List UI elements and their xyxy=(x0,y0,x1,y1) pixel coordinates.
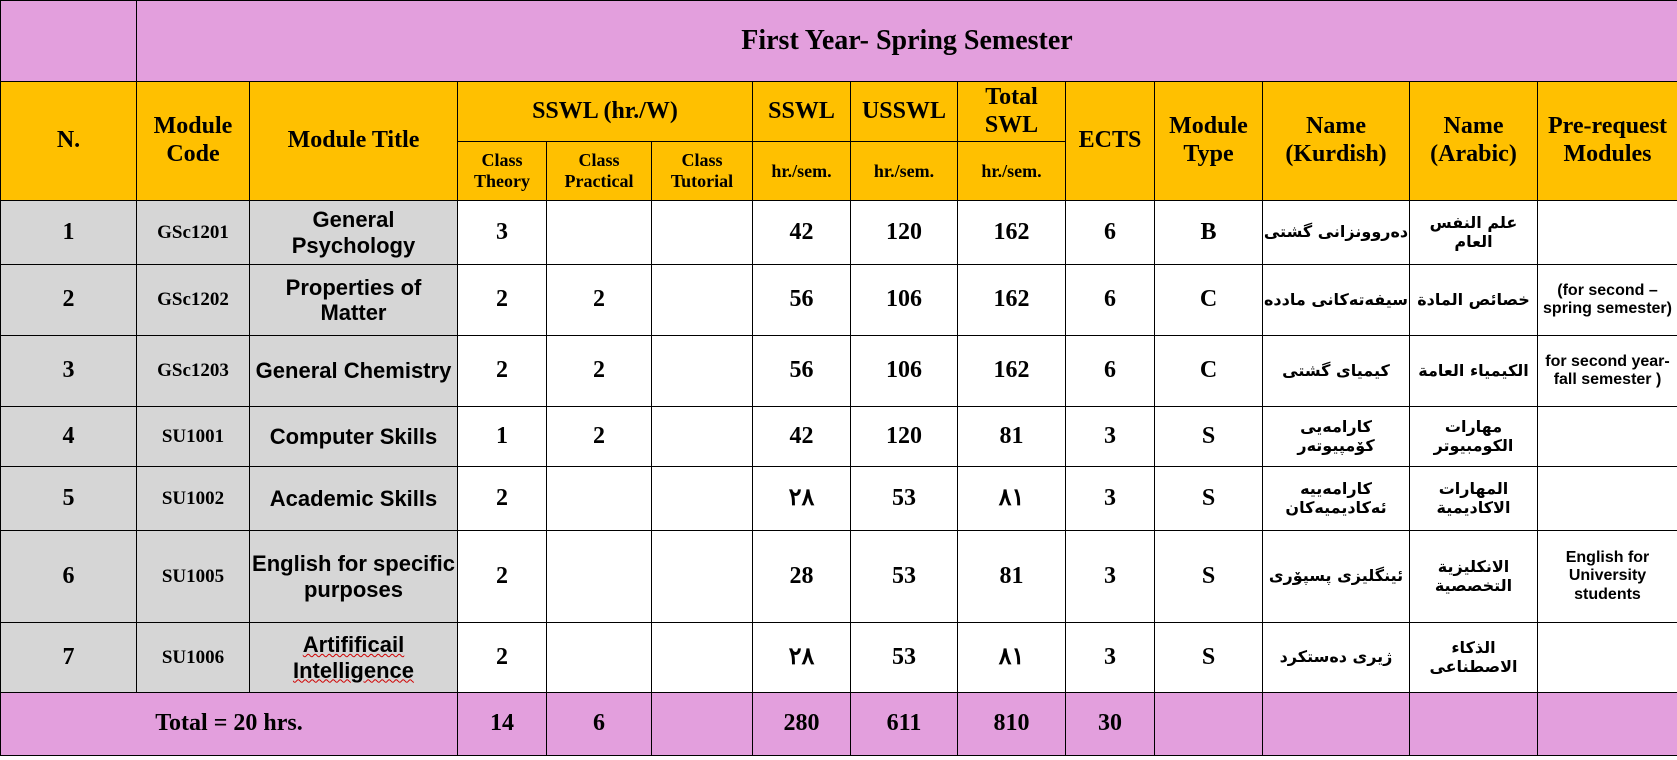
cell-total-swl: 81 xyxy=(958,531,1066,623)
cell-name-kurdish: کیمیای گشتی xyxy=(1263,336,1410,407)
cell-class-practical: 2 xyxy=(547,265,652,336)
cell-name-kurdish: کارامەیی کۆمپیوتەر xyxy=(1263,407,1410,467)
cell-total-swl: ٨١ xyxy=(958,623,1066,693)
table-row xyxy=(1,201,1677,265)
cell-total-swl: 162 xyxy=(958,201,1066,265)
cell-ects: 3 xyxy=(1066,623,1155,693)
total-tutorial xyxy=(652,693,753,756)
total-total: 810 xyxy=(958,693,1066,756)
cell-module-type: C xyxy=(1155,336,1263,407)
totals-row xyxy=(1,693,1677,756)
header-name-arabic: Name (Arabic) xyxy=(1410,82,1538,201)
cell-sswl: 42 xyxy=(753,407,851,467)
table-row xyxy=(1,467,1677,531)
cell-class-tutorial xyxy=(652,336,753,407)
cell-module-code: GSc1203 xyxy=(137,336,250,407)
header-module-code: Module Code xyxy=(137,82,250,201)
cell-ects: 6 xyxy=(1066,201,1155,265)
cell-module-code: SU1006 xyxy=(137,623,250,693)
total-practical: 6 xyxy=(547,693,652,756)
cell-module-type: S xyxy=(1155,623,1263,693)
cell-n: 7 xyxy=(1,623,137,693)
header-module-type: Module Type xyxy=(1155,82,1263,201)
cell-name-arabic: علم النفس العام xyxy=(1410,201,1538,265)
header-usswl-unit: hr./sem. xyxy=(851,142,958,201)
header-module-title: Module Title xyxy=(250,82,458,201)
page-title: First Year- Spring Semester xyxy=(137,1,1677,82)
cell-n: 6 xyxy=(1,531,137,623)
cell-module-code: GSc1202 xyxy=(137,265,250,336)
cell-n: 3 xyxy=(1,336,137,407)
corner-cell xyxy=(1,1,137,82)
table-row xyxy=(1,531,1677,623)
cell-total-swl: ٨١ xyxy=(958,467,1066,531)
total-usswl: 611 xyxy=(851,693,958,756)
cell-name-arabic: خصائص المادة xyxy=(1410,265,1538,336)
cell-ects: 3 xyxy=(1066,407,1155,467)
cell-class-practical xyxy=(547,531,652,623)
cell-module-code: SU1001 xyxy=(137,407,250,467)
cell-module-code: SU1002 xyxy=(137,467,250,531)
total-sswl: 280 xyxy=(753,693,851,756)
cell-prerequest: for second year-fall semester ) xyxy=(1538,336,1677,407)
cell-total-swl: 162 xyxy=(958,265,1066,336)
total-ects: 30 xyxy=(1066,693,1155,756)
cell-name-kurdish: دەروونزانی گشتی xyxy=(1263,201,1410,265)
cell-sswl: ٢٨ xyxy=(753,623,851,693)
table-row xyxy=(1,265,1677,336)
cell-class-tutorial xyxy=(652,201,753,265)
header-class-tutorial: Class Tutorial xyxy=(652,142,753,201)
header-sswl: SSWL xyxy=(753,82,851,142)
cell-class-tutorial xyxy=(652,265,753,336)
table-row xyxy=(1,336,1677,407)
cell-class-tutorial xyxy=(652,623,753,693)
cell-total-swl: 81 xyxy=(958,407,1066,467)
cell-module-title: Properties of Matter xyxy=(250,265,458,336)
cell-module-type: B xyxy=(1155,201,1263,265)
cell-total-swl: 162 xyxy=(958,336,1066,407)
cell-module-title: English for specific purposes xyxy=(250,531,458,623)
total-empty-cell xyxy=(1263,693,1410,756)
cell-module-title: Artifificail Intelligence xyxy=(250,623,458,693)
header-sswl-unit: hr./sem. xyxy=(753,142,851,201)
total-label: Total = 20 hrs. xyxy=(1,693,458,756)
cell-usswl: 106 xyxy=(851,336,958,407)
cell-ects: 3 xyxy=(1066,531,1155,623)
cell-sswl: 42 xyxy=(753,201,851,265)
cell-module-code: SU1005 xyxy=(137,531,250,623)
cell-usswl: 106 xyxy=(851,265,958,336)
cell-module-title: General Chemistry xyxy=(250,336,458,407)
cell-class-theory: 3 xyxy=(458,201,547,265)
header-usswl: USSWL xyxy=(851,82,958,142)
cell-class-theory: 2 xyxy=(458,336,547,407)
header-total-swl-unit: hr./sem. xyxy=(958,142,1066,201)
total-theory: 14 xyxy=(458,693,547,756)
total-empty-cell xyxy=(1538,693,1677,756)
cell-class-tutorial xyxy=(652,467,753,531)
cell-usswl: 53 xyxy=(851,623,958,693)
cell-class-theory: 2 xyxy=(458,467,547,531)
cell-n: 1 xyxy=(1,201,137,265)
cell-usswl: 120 xyxy=(851,201,958,265)
cell-name-arabic: مهارات الكومبيوتر xyxy=(1410,407,1538,467)
cell-module-type: S xyxy=(1155,407,1263,467)
cell-class-practical xyxy=(547,201,652,265)
header-class-theory: Class Theory xyxy=(458,142,547,201)
cell-usswl: 120 xyxy=(851,407,958,467)
total-empty-cell xyxy=(1155,693,1263,756)
cell-class-practical: 2 xyxy=(547,407,652,467)
total-empty-cell xyxy=(1410,693,1538,756)
cell-n: 5 xyxy=(1,467,137,531)
cell-name-arabic: الكيمياء العامة xyxy=(1410,336,1538,407)
header-prerequest: Pre-request Modules xyxy=(1538,82,1677,201)
cell-name-kurdish: ژیری دەستکرد xyxy=(1263,623,1410,693)
header-total-swl: Total SWL xyxy=(958,82,1066,142)
cell-prerequest xyxy=(1538,623,1677,693)
header-n: N. xyxy=(1,82,137,201)
cell-class-tutorial xyxy=(652,407,753,467)
cell-module-type: S xyxy=(1155,467,1263,531)
cell-class-practical: 2 xyxy=(547,336,652,407)
cell-class-theory: 1 xyxy=(458,407,547,467)
cell-sswl: 56 xyxy=(753,265,851,336)
cell-sswl: ٢٨ xyxy=(753,467,851,531)
cell-class-practical xyxy=(547,467,652,531)
cell-module-title: Academic Skills xyxy=(250,467,458,531)
cell-ects: 3 xyxy=(1066,467,1155,531)
cell-ects: 6 xyxy=(1066,265,1155,336)
header-ects: ECTS xyxy=(1066,82,1155,201)
cell-module-type: C xyxy=(1155,265,1263,336)
header-sswl-hrw: SSWL (hr./W) xyxy=(458,82,753,142)
table-row xyxy=(1,623,1677,693)
cell-name-arabic: الانكليزية التخصصية xyxy=(1410,531,1538,623)
header-name-kurdish: Name (Kurdish) xyxy=(1263,82,1410,201)
cell-class-theory: 2 xyxy=(458,623,547,693)
cell-prerequest xyxy=(1538,407,1677,467)
cell-prerequest: (for second – spring semester) xyxy=(1538,265,1677,336)
cell-name-kurdish: کارامەییە ئەکادیمیەکان xyxy=(1263,467,1410,531)
table-row xyxy=(1,407,1677,467)
cell-class-theory: 2 xyxy=(458,265,547,336)
cell-module-code: GSc1201 xyxy=(137,201,250,265)
cell-name-arabic: المهارات الاكاديمية xyxy=(1410,467,1538,531)
cell-name-arabic: الذكاء الاصطناعى xyxy=(1410,623,1538,693)
cell-n: 2 xyxy=(1,265,137,336)
cell-prerequest xyxy=(1538,201,1677,265)
cell-class-tutorial xyxy=(652,531,753,623)
cell-name-kurdish: سیفەتەکانی مادده xyxy=(1263,265,1410,336)
cell-module-type: S xyxy=(1155,531,1263,623)
cell-module-title: General Psychology xyxy=(250,201,458,265)
cell-prerequest xyxy=(1538,467,1677,531)
header-class-practical: Class Practical xyxy=(547,142,652,201)
cell-class-theory: 2 xyxy=(458,531,547,623)
cell-n: 4 xyxy=(1,407,137,467)
cell-module-title: Computer Skills xyxy=(250,407,458,467)
cell-class-practical xyxy=(547,623,652,693)
cell-ects: 6 xyxy=(1066,336,1155,407)
cell-prerequest: English for University students xyxy=(1538,531,1677,623)
cell-sswl: 28 xyxy=(753,531,851,623)
cell-usswl: 53 xyxy=(851,467,958,531)
cell-sswl: 56 xyxy=(753,336,851,407)
cell-name-kurdish: ئینگلیزی پسپۆری xyxy=(1263,531,1410,623)
cell-usswl: 53 xyxy=(851,531,958,623)
